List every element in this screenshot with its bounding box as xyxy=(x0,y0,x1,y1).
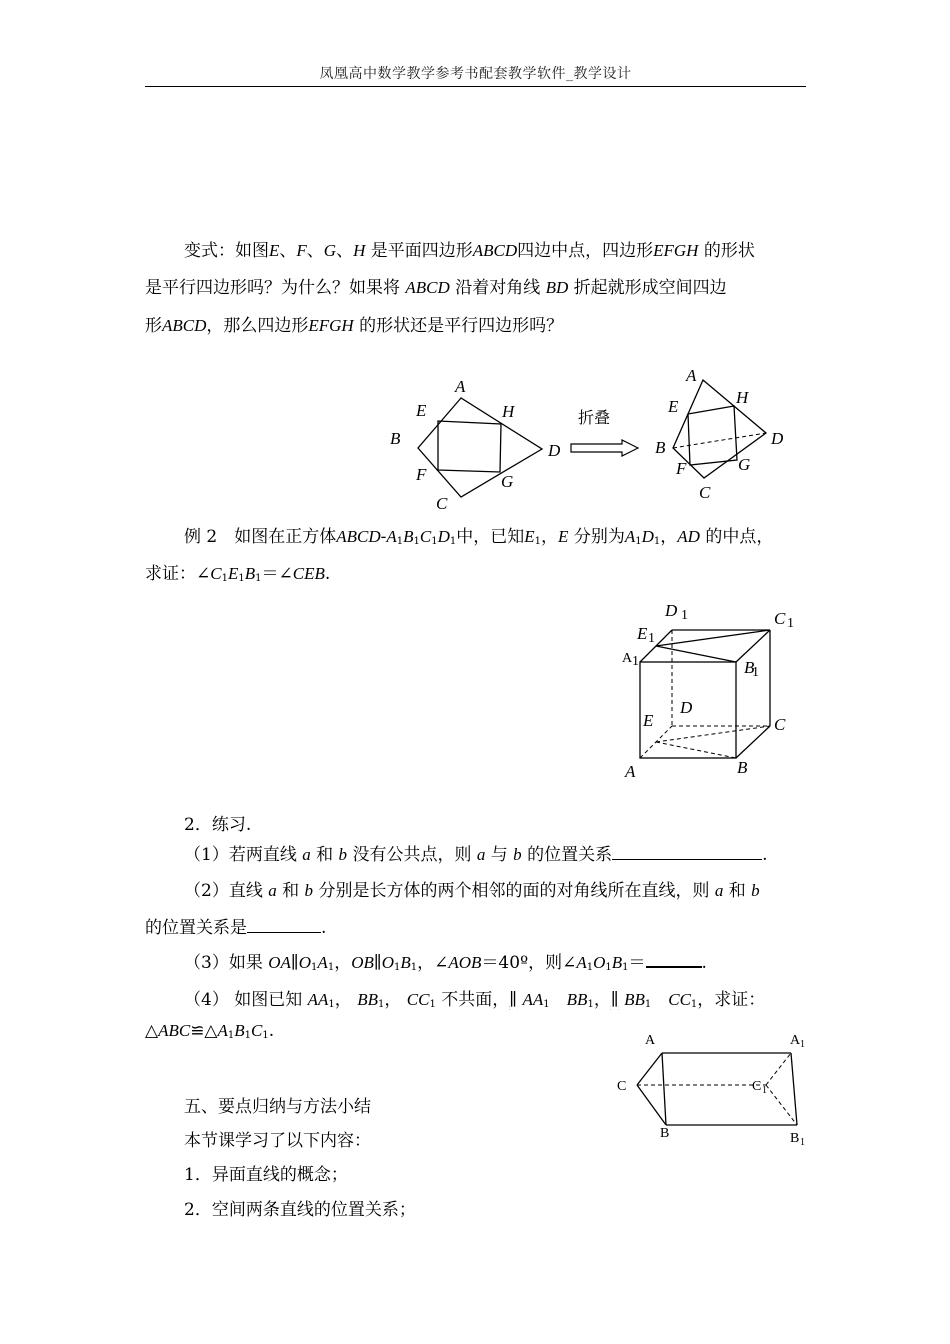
svg-text:1: 1 xyxy=(800,1137,805,1148)
practice-q1: （1）若两直线 a 和 b 没有公共点，则 a 与 b 的位置关系 . xyxy=(184,845,768,865)
svg-text:A: A xyxy=(790,1033,801,1048)
svg-text:A: A xyxy=(686,366,697,385)
svg-text:D: D xyxy=(771,429,784,448)
svg-text:D: D xyxy=(665,601,678,620)
svg-text:1: 1 xyxy=(762,1085,767,1096)
svg-text:B: B xyxy=(660,1126,670,1141)
summary-intro: 本节课学习了以下内容： xyxy=(184,1131,371,1151)
svg-text:C: C xyxy=(774,609,786,628)
svg-text:B: B xyxy=(655,438,666,457)
page-header: 凤凰高中数学教学参考书配套教学软件_教学设计 xyxy=(319,66,632,82)
svg-text:E: E xyxy=(416,401,427,420)
svg-text:D: D xyxy=(548,441,561,460)
svg-text:D: D xyxy=(680,698,693,717)
svg-text:A: A xyxy=(645,1033,656,1048)
svg-text:E: E xyxy=(637,624,648,643)
svg-text:H: H xyxy=(736,388,749,407)
svg-text:C: C xyxy=(436,494,448,513)
svg-text:1: 1 xyxy=(787,616,794,631)
svg-text:C: C xyxy=(774,715,786,734)
practice-heading: 2．练习. xyxy=(184,815,252,835)
svg-text:A: A xyxy=(622,651,633,666)
svg-text:1: 1 xyxy=(800,1039,805,1050)
example2-line-1: 例 2 如图在正方体ABCD-$A_1B_1C_1D_1$中，已知$E_1$，E 分别为$A_1D_1$，AD 的中点， xyxy=(184,527,774,547)
summary-item-1: 1．异面直线的概念； xyxy=(184,1165,348,1185)
svg-text:1: 1 xyxy=(752,665,759,680)
summary-item-2: 2．空间两条直线的位置关系； xyxy=(184,1200,416,1220)
example2-line-2: 求证：$\angle C_1E_1B_1=\angle CEB$. xyxy=(145,564,331,584)
svg-text:1: 1 xyxy=(632,654,639,669)
svg-text:B: B xyxy=(744,658,755,677)
svg-text:1: 1 xyxy=(681,608,688,623)
svg-text:A: A xyxy=(625,762,636,781)
practice-q4-line-2: $\triangle ABC≌\triangle A_1B_1C_1$. xyxy=(145,1021,275,1041)
svg-text:F: F xyxy=(416,465,427,484)
variant-line-1: 变式：如图E、F、G、H 是平面四边形ABCD四边中点，四边形EFGH 的形状 xyxy=(184,241,755,261)
svg-text:G: G xyxy=(501,472,514,491)
svg-text:C: C xyxy=(699,483,711,502)
variant-line-2: 是平行四边形吗？为什么？如果将 ABCD 沿着对角线 BD 折起就形成空间四边 xyxy=(145,278,727,298)
svg-text:G: G xyxy=(738,455,751,474)
svg-text:E: E xyxy=(643,711,654,730)
svg-text:B: B xyxy=(790,1131,800,1146)
svg-text:F: F xyxy=(676,459,687,478)
svg-text:B: B xyxy=(390,429,401,448)
svg-text:E: E xyxy=(668,397,679,416)
practice-q2-line-2: 的位置关系是 . xyxy=(145,918,327,938)
fold-label: 折叠 xyxy=(578,408,611,427)
summary-heading: 五、要点归纳与方法小结 xyxy=(184,1097,371,1117)
practice-q3: （3）如果 $OA\parallel O_1A_1$，$OB\parallel O_1B_1$，∠AOB＝40º，则$\angle A_1O_1B_1=$ . xyxy=(184,953,707,973)
svg-text:1: 1 xyxy=(648,631,655,646)
svg-text:C: C xyxy=(752,1079,762,1094)
svg-text:C: C xyxy=(617,1079,627,1094)
practice-q4-line-1: （4） 如图已知 $AA_1$， $BB_1$， $CC_1$ 不共面，∥ $AA_1$ $BB_1$，∥ $BB_1$ $CC_1$，求证： xyxy=(184,990,766,1010)
svg-text:A: A xyxy=(455,377,466,396)
practice-q2-line-1: （2）直线 a 和 b 分别是长方体的两个相邻的面的对角线所在直线，则 a 和 b xyxy=(184,881,760,901)
svg-text:H: H xyxy=(502,402,515,421)
svg-text:B: B xyxy=(737,758,748,777)
variant-line-3: 形ABCD，那么四边形EFGH 的形状还是平行四边形吗？ xyxy=(145,316,564,336)
